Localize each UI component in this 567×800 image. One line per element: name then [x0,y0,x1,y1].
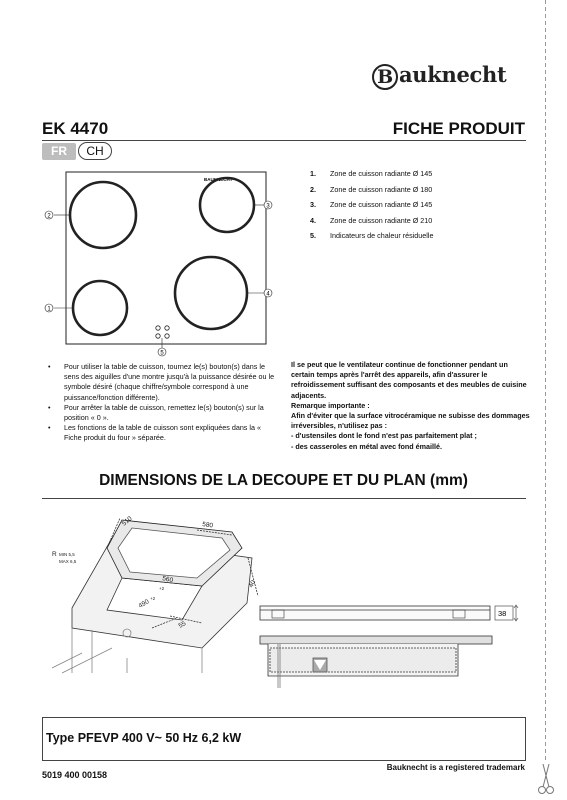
list-item: • Pour utiliser la table de cuisson, tournez le(s) bouton(s) dans le sens des aiguilles d'une montre jusqu'à la puissance désirée ou le symbole désiré (chaque chiffre/symbole correspond à une puissance/fonction différente). [48,362,275,402]
dim-width: 580 [201,521,214,530]
callout-4: 4 [266,291,270,298]
cutout-diagram [52,508,272,678]
residual-heat-indicators [156,326,169,338]
parts-list [310,166,433,244]
model-number: EK 4470 [42,119,109,138]
callout-1: 1 [47,306,51,313]
fan-note: Il se peut que le ventilateur continue de fonctionner pendant un certain temps après l'arrêt des appareils, afin d'assurer le refroidissement suffisant des composants et des meubles de cuisine adjacents. [291,360,527,400]
side-view-diagram [258,598,523,693]
zone-4-burner [175,257,247,329]
dim-cut-depth: 490 [137,598,151,610]
header-rule [42,140,526,141]
zone-2-burner [70,182,136,248]
radius-max: MAX 6,5 [59,559,77,564]
radius-min: MIN 5,5 [59,552,75,557]
dimensions-title: DIMENSIONS DE LA DECOUPE ET DU PLAN (mm) [99,472,468,489]
cut-line [545,0,546,800]
list-item: 2. Zone de cuisson radiante Ø 180 [310,184,433,194]
zone-3-burner [200,178,254,232]
remark-title: Remarque importante : [291,400,370,410]
dim-cut-depth-tol: +2 [150,596,156,601]
product-code: 5019 400 00158 [42,770,108,780]
dim-front: 55 [177,620,188,630]
electrical-rating: Type PFEVP 400 V~ 50 Hz 6,2 kW [46,731,242,745]
hob-diagram [40,160,276,360]
hob-brand: BAUKNECHT [204,177,233,182]
list-item: • Pour arrêter la table de cuisson, remettez le(s) bouton(s) sur la position « 0 ». [48,402,264,423]
dim-cut-width-tol: +2 [159,586,165,591]
dim-side: 40 [247,579,258,589]
list-item: 3. Zone de cuisson radiante Ø 145 [310,200,433,209]
dim-cut-width: 560 [161,575,174,585]
list-item: 4. Zone de cuisson radiante Ø 210 [310,215,433,225]
remark-text: Afin d'éviter que la surface vitrocéramique ne subisse des dommages irréversibles, n'utilisez pas : [291,411,530,431]
list-item: - des casseroles en métal avec fond émaillé. [291,441,443,451]
dim-depth: 510 [120,515,134,528]
dim-height: 38 [498,609,507,618]
zone-1-burner [73,281,127,335]
trademark-notice: Bauknecht is a registered trademark [386,763,525,772]
list-item: • Les fonctions de la table de cuisson sont expliquées dans la « Fiche produit du four » séparée. [48,423,261,443]
brand-logo: B auknecht [372,62,506,90]
warning-notes [291,360,531,452]
list-item: - d'ustensiles dont le fond n'est pas parfaitement plat ; [291,431,477,441]
language-badge-country: CH [78,142,112,160]
callout-2: 2 [47,213,51,220]
brand-name: auknecht [399,62,507,87]
section-rule [42,498,526,499]
scissors-icon [536,760,556,796]
language-badge-active: FR [42,143,76,160]
document-type: FICHE PRODUIT [392,119,525,138]
callout-5: 5 [160,350,164,357]
callout-3: 3 [266,203,270,210]
usage-instructions [48,362,280,444]
list-item: 5. Indicateurs de chaleur résiduelle [310,231,434,240]
radius-label: R [52,551,57,558]
list-item: 1. Zone de cuisson radiante Ø 145 [310,169,433,178]
